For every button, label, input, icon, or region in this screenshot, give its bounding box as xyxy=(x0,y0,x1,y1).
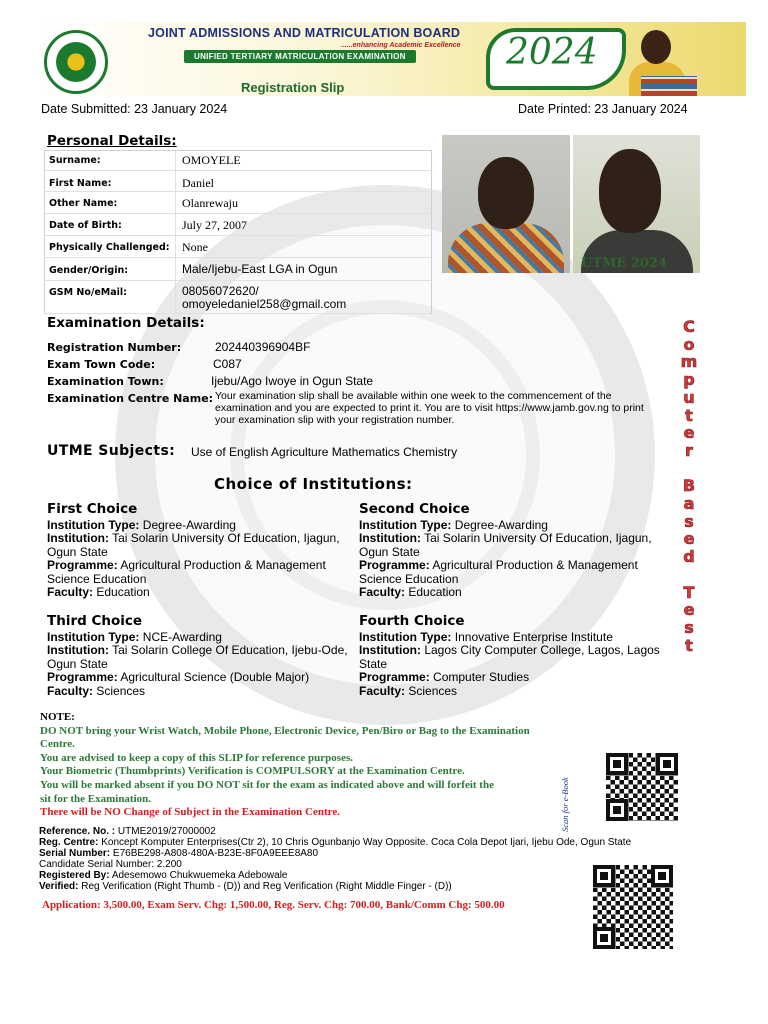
registered-by: Registered By: Adesemowo Chukwuemeka Adebowale xyxy=(39,870,288,881)
personal-details-heading: Personal Details: xyxy=(47,133,177,149)
exam-centre-label: Examination Centre Name: xyxy=(47,392,214,405)
label: Gender/Origin: xyxy=(49,265,129,276)
label: Surname: xyxy=(49,155,101,166)
photo-stamp: UTME 2024 xyxy=(581,256,668,271)
label: First Name: xyxy=(49,178,112,189)
exam-town-value: Ijebu/Ago Iwoye in Ogun State xyxy=(211,374,374,388)
candidate-serial-number: Candidate Serial Number: 2.200 xyxy=(39,859,182,870)
institution-name: Lagos City Computer College, Lagos, Lagos State xyxy=(359,643,660,671)
board-motto: ......enhancing Academic Excellence xyxy=(341,42,461,49)
utme-subjects-value: Use of English Agriculture Mathematics Chemistry xyxy=(191,445,458,459)
note-line: You will be marked absent if you DO NOT sit for the exam as indicated above and will forfeit the xyxy=(40,779,494,791)
town-code-label: Exam Town Code: xyxy=(47,358,156,371)
institution-name: Tai Solarin University Of Education, Ijagun, Ogun State xyxy=(359,531,652,559)
institution-type: Degree-Awarding xyxy=(454,517,548,532)
registration-centre: Reg. Centre: Koncept Komputer Enterprises(Ctr 2), 10 Chris Ogunbanjo Way Opposite. Coca Cola Depot Ijari, Ijebu Ode, Ogun State xyxy=(39,837,632,848)
computer-based-test-side-text: C o m p u t e r B a s e d T e s t xyxy=(680,317,698,655)
note-title: NOTE: xyxy=(40,711,75,723)
choice-title: Second Choice xyxy=(359,501,470,517)
student-illustration xyxy=(621,24,691,96)
value: Olanrewaju xyxy=(175,192,431,213)
fourth-choice: Fourth Choice Institution Type: Innovative Enterprise Institute Institution: Lagos City Computer College, Lagos, Lagos State Programme: Computer Studies Faculty: Sciences xyxy=(359,615,669,698)
choice-title: First Choice xyxy=(47,501,138,517)
exam-centre-note: Your examination slip shall be available within one week to the commencement of the examination and you are expected to print it. You are to visit https://www.jamb.gov.ng to print your examination slip with your registration number. xyxy=(215,390,644,426)
label: GSM No/eMail: xyxy=(49,287,127,298)
note-no-change-warning: There will be NO Change of Subject in the Examination Centre. xyxy=(40,806,340,818)
candidate-photo-capture xyxy=(573,135,700,273)
row-gender-origin xyxy=(44,258,432,281)
programme: Agricultural Production & Management Science Education xyxy=(359,558,638,586)
label: Other Name: xyxy=(49,198,118,209)
row-gsm-email xyxy=(44,281,432,314)
exam-banner: UNIFIED TERTIARY MATRICULATION EXAMINATION xyxy=(184,50,416,63)
programme: Agricultural Science (Double Major) xyxy=(120,670,310,684)
institution-type: Innovative Enterprise Institute xyxy=(454,629,613,644)
jamb-logo xyxy=(44,30,108,94)
note-line: DO NOT bring your Wrist Watch, Mobile Phone, Electronic Device, Pen/Biro or Bag to the Examination xyxy=(40,725,530,737)
value: None xyxy=(175,236,431,257)
second-choice: Second Choice Institution Type: Degree-Awarding Institution: Tai Solarin University Of Education, Ijagun, Ogun State Programme: Agricultural Production & Management Science Education Faculty: Education xyxy=(359,503,669,600)
row-other-name xyxy=(44,192,432,214)
date-printed: Date Printed: 23 January 2024 xyxy=(518,102,688,116)
row-surname xyxy=(44,150,432,171)
reg-number-label: Registration Number: xyxy=(47,341,182,354)
value: July 27, 2007 xyxy=(175,214,431,235)
note-line: sit for the Examination. xyxy=(40,793,152,805)
faculty: Education xyxy=(408,585,462,599)
year-text: 2024 xyxy=(506,32,598,73)
row-dob xyxy=(44,214,432,236)
choice-title: Third Choice xyxy=(47,613,143,629)
reg-number-value: 202440396904BF xyxy=(215,340,311,354)
value: Daniel xyxy=(175,171,431,191)
third-choice: Third Choice Institution Type: NCE-Awarding Institution: Tai Solarin College Of Education, Ijebu-Ode, Ogun State Programme: Agricultural Science (Double Major) Faculty: Sciences xyxy=(47,615,357,698)
label: Physically Challenged: xyxy=(49,242,170,253)
programme: Computer Studies xyxy=(433,670,530,684)
faculty: Sciences xyxy=(408,683,458,698)
exam-details-heading: Examination Details: xyxy=(47,315,205,331)
note-line: You are advised to keep a copy of this SLIP for reference purposes. xyxy=(40,752,353,764)
exam-town-label: Examination Town: xyxy=(47,375,164,388)
personal-details-table xyxy=(44,150,432,314)
verification-qr-code[interactable] xyxy=(593,865,673,949)
programme: Agricultural Production & Management Science Education xyxy=(47,558,326,586)
note-line: Your Biometric (Thumbprints) Verification is COMPULSORY at the Examination Centre. xyxy=(40,765,465,777)
serial-number: Serial Number: E76BE298-A808-480A-B23E-8F0A9EEE8A80 xyxy=(39,848,319,859)
verified: Verified: Reg Verification (Right Thumb - (D)) and Reg Verification (Right Middle Finger - (D)) xyxy=(39,881,452,892)
label: Date of Birth: xyxy=(49,220,122,231)
reference-number: Reference. No. : UTME2019/27000002 xyxy=(39,826,216,837)
faculty: Education xyxy=(96,585,150,599)
institution-type: NCE-Awarding xyxy=(142,629,222,644)
board-title: JOINT ADMISSIONS AND MATRICULATION BOARD xyxy=(148,26,461,40)
slip-title: Registration Slip xyxy=(241,80,345,95)
header-banner xyxy=(36,22,746,96)
row-first-name xyxy=(44,171,432,192)
ebook-qr-code[interactable] xyxy=(606,753,678,821)
utme-subjects-label: UTME Subjects: xyxy=(47,443,176,459)
faculty: Sciences xyxy=(96,683,146,698)
institution-name: Tai Solarin University Of Education, Ijagun, Ogun State xyxy=(47,531,340,559)
institution-type: Degree-Awarding xyxy=(142,517,236,532)
candidate-photo-registration xyxy=(442,135,570,273)
town-code-value: C087 xyxy=(213,357,242,371)
institution-name: Tai Solarin College Of Education, Ijebu-Ode, Ogun State xyxy=(47,643,348,671)
date-submitted: Date Submitted: 23 January 2024 xyxy=(41,102,228,116)
value: OMOYELE xyxy=(175,151,431,170)
fees-breakdown: Application: 3,500.00, Exam Serv. Chg: 1,500.00, Reg. Serv. Chg: 700.00, Bank/Comm Chg: 500.00 xyxy=(42,899,505,911)
choice-title: Fourth Choice xyxy=(359,613,465,629)
first-choice: First Choice Institution Type: Degree-Awarding Institution: Tai Solarin University Of Education, Ijagun, Ogun State Programme: Agricultural Production & Management Science Education Faculty: Education xyxy=(47,503,357,600)
note-line: Centre. xyxy=(40,738,75,750)
value: Male/Ijebu-East LGA in Ogun xyxy=(175,258,431,280)
scan-for-ebook-label: Scan for e-Book xyxy=(560,777,570,832)
email-value: omoyeledaniel258@gmail.com xyxy=(182,297,347,311)
gsm-value: 08056072620/ xyxy=(182,284,259,298)
choice-of-institutions-heading: Choice of Institutions: xyxy=(214,475,413,493)
row-physically-challenged xyxy=(44,236,432,258)
